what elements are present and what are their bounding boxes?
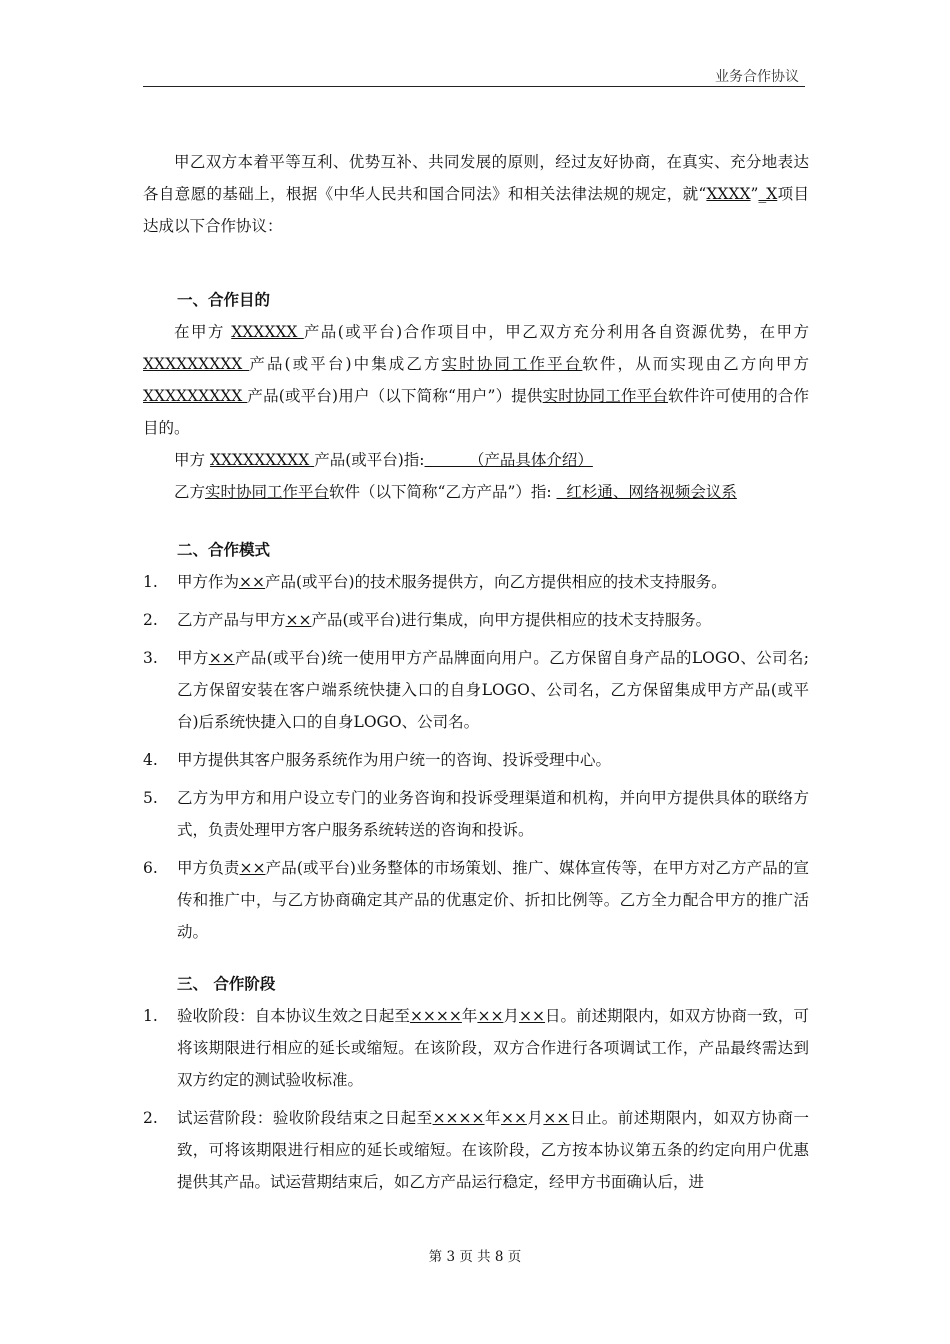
list-item — [143, 852, 809, 948]
s1p1-product-2: 实时协同工作平台 — [542, 387, 669, 405]
month-label: 月 — [526, 1109, 544, 1127]
list-item — [143, 1000, 809, 1096]
s1p1-a: 在甲方 — [174, 323, 232, 341]
list-item — [143, 566, 809, 598]
item-text-c: 产品(或平台)统一使用甲方产品牌面向用户。乙方保留自身产品的LOGO、公司名;乙方保留安装在客户端系统快捷入口的自身LOGO、公司名，乙方保留集成甲方产品(或平台)后系统快捷入口的自身LOGO、公司名。 — [177, 649, 809, 731]
item-text-a: 试运营阶段：验收阶段结束之日起至 — [177, 1109, 433, 1127]
item-text-a: 乙方为甲方和用户设立专门的业务咨询和投诉受理渠道和机构，并向甲方提供具体的联络方式，负责处理甲方客户服务系统转送的咨询和投诉。 — [177, 789, 809, 839]
item-placeholder: ×× — [208, 649, 235, 667]
item-text-a: 甲方提供其客户服务系统作为用户统一的咨询、投诉受理中心。 — [177, 751, 612, 769]
item-placeholder: ×× — [239, 859, 266, 877]
item-text-c: 产品(或平台)进行集成，向甲方提供相应的技术支持服务。 — [311, 611, 712, 629]
list-item — [143, 782, 809, 846]
s1p1-placeholder-1: XXXXXX — [231, 323, 304, 341]
item-text-a: 甲方作为 — [177, 573, 240, 591]
s1p3-product: 实时协同工作平台 — [205, 483, 330, 501]
item-text — [177, 1102, 809, 1198]
s1p1-product-1: 实时协同工作平台 — [441, 355, 583, 373]
day-placeholder: ×× — [519, 1007, 545, 1025]
item-number: 6. — [143, 859, 158, 877]
item-text — [177, 782, 809, 846]
item-text-c: 产品(或平台)业务整体的市场策划、推广、媒体宣传等，在甲方对乙方产品的宣传和推广中，与乙方协商确定其产品的优惠定价、折扣比例等。乙方全力配合甲方的推广活动。 — [177, 859, 809, 941]
header-title: 业务合作协议 — [715, 69, 799, 85]
section3-title: 三、 合作阶段 — [177, 975, 276, 993]
item-number: 1. — [143, 573, 158, 591]
year-placeholder: ×××× — [409, 1007, 462, 1025]
item-text-a: 乙方产品与甲方 — [177, 611, 286, 629]
s1p1-k: 软件许可使用的合作目的。 — [143, 387, 809, 437]
item-number: 2. — [143, 1109, 158, 1127]
month-placeholder: ×× — [500, 1109, 527, 1127]
intro-text-e: 项目达成以下合作协议： — [143, 185, 809, 235]
item-text-a: 甲方 — [177, 649, 209, 667]
section1-paragraph2 — [143, 444, 809, 476]
s1p2-a: 甲方 — [174, 451, 210, 469]
project-name-placeholder: XXXX — [706, 185, 751, 203]
s1p3-a: 乙方 — [174, 483, 206, 501]
item-number: 4. — [143, 751, 158, 769]
document-body — [143, 146, 809, 1204]
intro-text-a: 甲乙双方本着平等互利、优势互补、共同发展的原则，经过友好协商，在真实、充分地表达各自意愿的基础上，根据《中华人民共和国合同法》和相关法律法规的规定，就“ — [143, 153, 809, 203]
intro-paragraph — [143, 146, 809, 242]
s1p2-blank: （产品具体介绍） — [424, 451, 593, 469]
item-placeholder: ×× — [239, 573, 265, 591]
s1p1-i: 产品(或平台)用户（以下简称“用户”）提供 — [247, 387, 543, 405]
s1p1-e: 产品(或平台)中集成乙方 — [249, 355, 442, 373]
item-text — [177, 1000, 809, 1096]
section2-list — [143, 566, 809, 948]
day-placeholder: ×× — [543, 1109, 570, 1127]
item-number: 3. — [143, 649, 158, 667]
item-number: 1. — [143, 1007, 158, 1025]
s1p1-placeholder-2: XXXXXXXXX — [143, 355, 250, 373]
item-text — [177, 566, 809, 598]
year-placeholder: ×××× — [432, 1109, 485, 1127]
section1-paragraph1 — [143, 316, 809, 444]
s1p1-g: 软件，从而实现由乙方向甲方 — [582, 355, 809, 373]
s1p3-c: 软件（以下简称“乙方产品”）指: — [329, 483, 557, 501]
item-number: 2. — [143, 611, 158, 629]
item-text-a: 甲方负责 — [177, 859, 240, 877]
item-text — [177, 852, 809, 948]
item-text-g: 日止。前述期限内，如双方协商一致，可将该期限进行相应的延长或缩短。在该阶段，乙方按本协议第五条的约定向用户优惠提供其产品。试运营期结束后，如乙方产品运行稳定，经甲方书面确认后，进 — [177, 1109, 809, 1191]
s1p1-placeholder-3: XXXXXXXXX — [143, 387, 248, 405]
item-number: 5. — [143, 789, 158, 807]
list-item — [143, 744, 809, 776]
project-suffix-placeholder: _X — [758, 185, 778, 203]
item-placeholder: ×× — [285, 611, 312, 629]
list-item — [143, 604, 809, 636]
page-header — [143, 64, 805, 87]
item-text — [177, 604, 809, 636]
list-item — [143, 642, 809, 738]
item-text-g: 日。前述期限内，如双方协商一致，可将该期限进行相应的延长或缩短。在该阶段，双方合作进行各项调试工作，产品最终需达到双方约定的测试验收标准。 — [177, 1007, 809, 1089]
month-placeholder: ×× — [477, 1007, 504, 1025]
item-text — [177, 744, 809, 776]
s1p2-c: 产品(或平台)指: — [314, 451, 425, 469]
page-footer: 第 3 页 共 8 页 — [428, 1249, 522, 1265]
list-item — [143, 1102, 809, 1198]
section1-paragraph3 — [143, 476, 809, 508]
item-text — [177, 642, 809, 738]
s1p3-blank: 红杉通、网络视频会议系 — [556, 483, 737, 501]
s1p2-placeholder: XXXXXXXXX — [209, 451, 315, 469]
section1-title: 一、合作目的 — [177, 291, 271, 309]
section2-title: 二、合作模式 — [177, 541, 271, 559]
item-text-a: 验收阶段：自本协议生效之日起至 — [177, 1007, 410, 1025]
section3-list — [143, 1000, 809, 1198]
month-label: 月 — [503, 1007, 519, 1025]
year-label: 年 — [484, 1109, 501, 1127]
item-text-c: 产品(或平台)的技术服务提供方，向乙方提供相应的技术支持服务。 — [265, 573, 727, 591]
year-label: 年 — [461, 1007, 478, 1025]
intro-text-c: ” — [750, 185, 759, 203]
s1p1-c: 产品(或平台)合作项目中，甲乙双方充分利用各自资源优势，在甲方 — [303, 323, 809, 341]
